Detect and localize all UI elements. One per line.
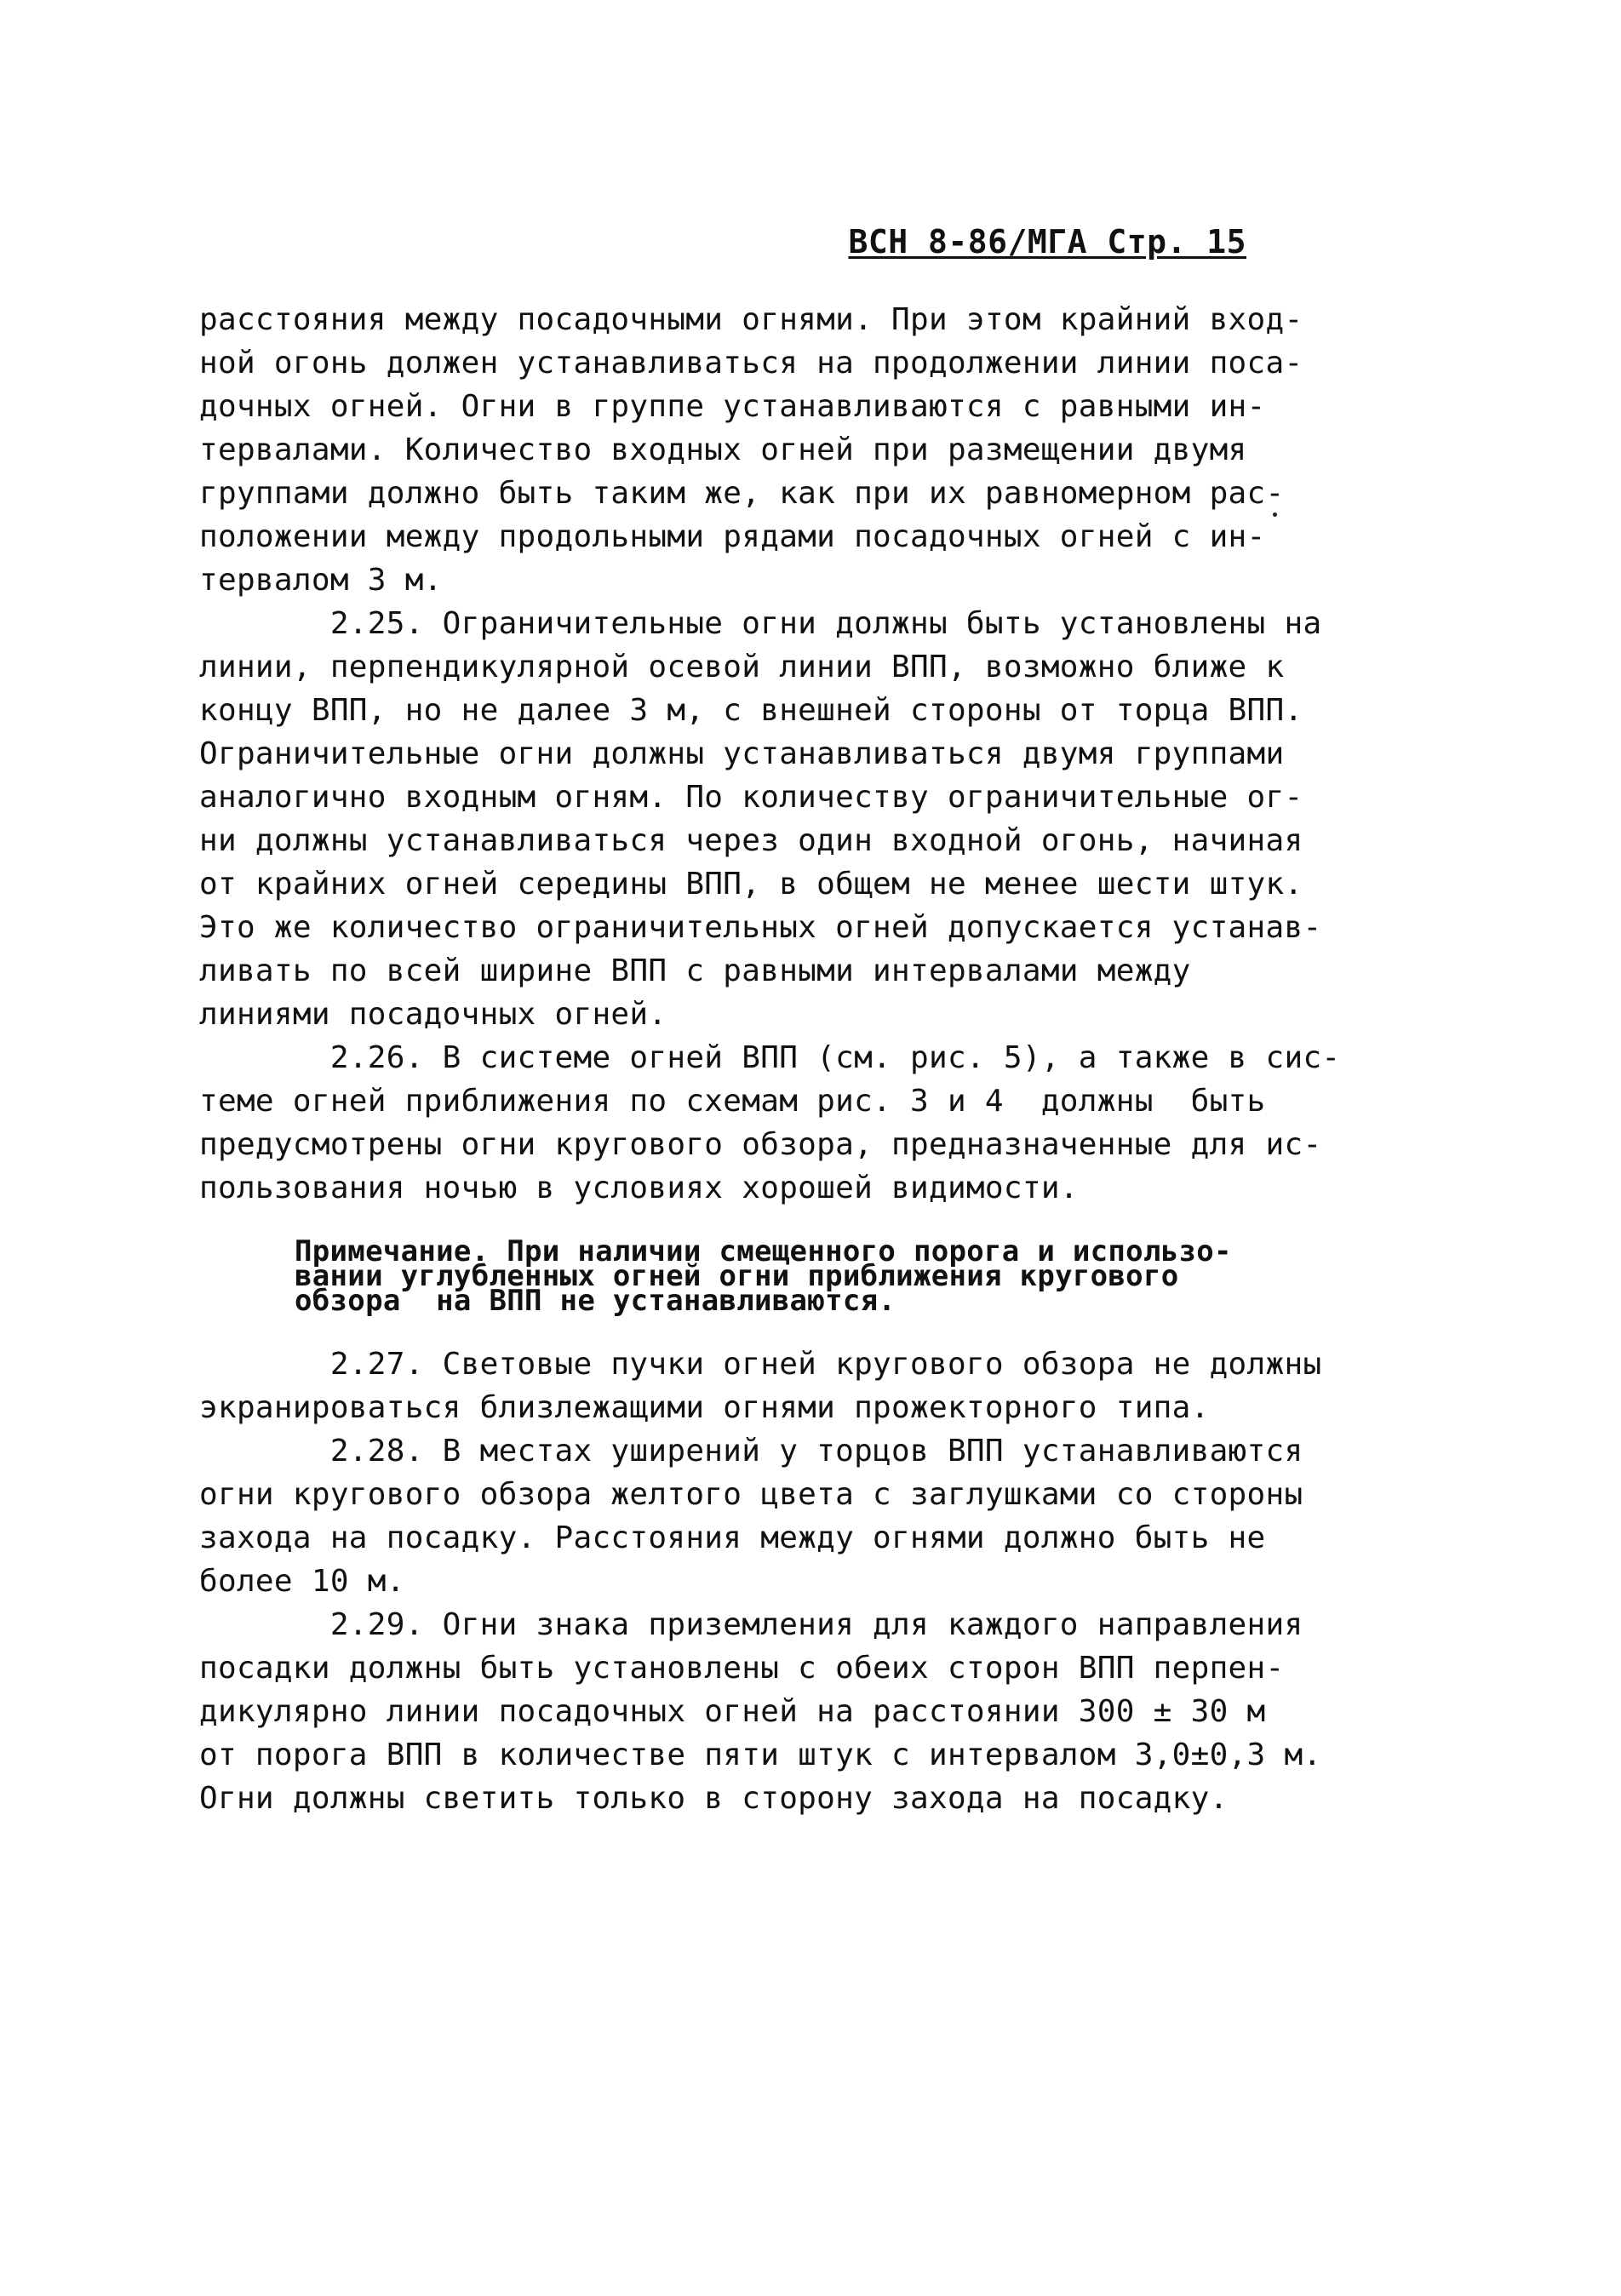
text-line: 2.26. В системе огней ВПП (см. рис. 5), а также в сис- <box>199 1040 1341 1075</box>
text-line: ливать по всей ширине ВПП с равными интервалами между <box>199 953 1191 988</box>
note-block <box>295 1234 1272 1318</box>
text-line: 2.27. Световые пучки огней кругового обзора не должны <box>199 1347 1322 1382</box>
text-line: группами должно быть таким же, как при их равномерном рас- <box>199 476 1285 511</box>
text-line: тервалом 3 м. <box>199 563 443 598</box>
note-line: обзора на ВПП не устанавливаются. <box>295 1284 896 1318</box>
text-line: концу ВПП, но не далее 3 м, с внешней стороны от торца ВПП. <box>199 693 1303 728</box>
text-line: более 10 м. <box>199 1564 405 1599</box>
text-line: теме огней приближения по схемам рис. 3 и 4 должны быть <box>199 1084 1266 1119</box>
text-line: Ограничительные огни должны устанавливаться двумя группами <box>199 736 1285 771</box>
document-body <box>199 298 1341 1820</box>
text-line: положении между продольными рядами посадочных огней с ин- <box>199 519 1266 554</box>
text-block-bottom <box>199 1343 1322 1820</box>
scan-speck <box>1273 512 1277 517</box>
note-line: Примечание. При наличии смещенного порога и использо- <box>295 1234 1232 1268</box>
text-line: дочных огней. Огни в группе устанавливаются с равными ин- <box>199 389 1266 424</box>
text-line: от порога ВПП в количестве пяти штук с интервалом 3,0±0,3 м. <box>199 1738 1322 1772</box>
text-line: Это же количество ограничительных огней допускается устанав- <box>199 910 1322 945</box>
text-line: расстояния между посадочными огнями. При этом крайний вход- <box>199 302 1303 337</box>
note-line: вании углубленных огней огни приближения кругового <box>295 1259 1179 1293</box>
text-line: ни должны устанавливаться через один входной огонь, начиная <box>199 823 1303 858</box>
text-line: дикулярно линии посадочных огней на расстоянии 300 ± 30 м <box>199 1694 1266 1729</box>
text-line: 2.29. Огни знака приземления для каждого направления <box>199 1607 1303 1642</box>
text-line: ной огонь должен устанавливаться на продолжении линии поса- <box>199 346 1303 381</box>
text-line: от крайних огней середины ВПП, в общем не менее шести штук. <box>199 867 1303 902</box>
text-line: захода на посадку. Расстояния между огнями должно быть не <box>199 1520 1266 1555</box>
text-line: огни кругового обзора желтого цвета с заглушками со стороны <box>199 1477 1303 1512</box>
text-line: предусмотрены огни кругового обзора, предназначенные для ис- <box>199 1127 1322 1162</box>
text-line: 2.28. В местах уширений у торцов ВПП устанавливаются <box>199 1434 1303 1469</box>
text-line: пользования ночью в условиях хорошей видимости. <box>199 1171 1079 1205</box>
text-line: линиями посадочных огней. <box>199 997 667 1032</box>
text-line: тервалами. Количество входных огней при размещении двумя <box>199 432 1247 467</box>
text-line: 2.25. Ограничительные огни должны быть установлены на <box>199 606 1322 641</box>
text-line: аналогично входным огням. По количеству ограничительные ог- <box>199 780 1303 815</box>
text-line: линии, перпендикулярной осевой линии ВПП, возможно ближе к <box>199 650 1285 684</box>
page-header: ВСН 8-86/МГА Стр. 15 <box>848 223 1246 261</box>
text-line: экранироваться близлежащими огнями прожекторного типа. <box>199 1390 1210 1425</box>
text-line: Огни должны светить только в сторону захода на посадку. <box>199 1781 1229 1816</box>
text-line: посадки должны быть установлены с обеих сторон ВПП перпен- <box>199 1651 1285 1686</box>
text-block-top <box>199 298 1341 1210</box>
